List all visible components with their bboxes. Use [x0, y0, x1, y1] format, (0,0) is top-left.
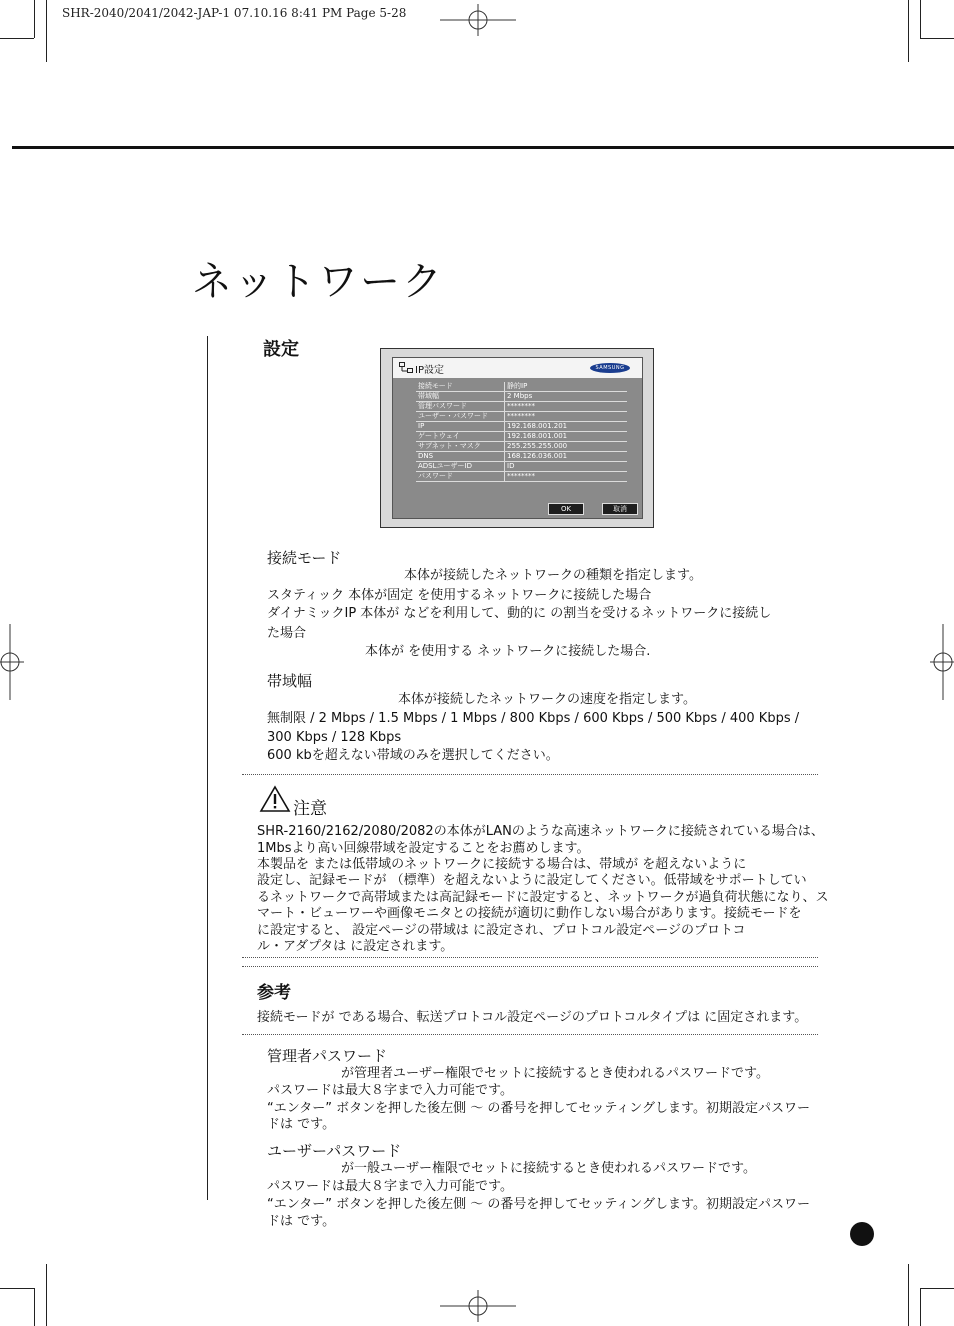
- table-row[interactable]: [416, 442, 627, 452]
- caution-line: 本製品を または低帯域のネットワークに接続する場合は、帯域が を超えないように: [257, 857, 747, 872]
- crop-mark: [0, 1288, 34, 1289]
- row-value: 192.168.001.201: [505, 422, 628, 432]
- caution-line: マート・ビューワーや画像モニタとの接続が適切に動作しない場合があります。接続モードを: [257, 906, 802, 921]
- row-value: 255.255.255.000: [505, 442, 628, 452]
- panel-title: IP設定: [415, 365, 444, 376]
- warning-icon: [259, 785, 291, 813]
- table-row[interactable]: [416, 452, 627, 462]
- user-password-line: ドは です。: [267, 1214, 336, 1229]
- network-icon: [399, 362, 413, 374]
- table-row[interactable]: [416, 422, 627, 432]
- bandwidth-line: 600 kbを超えない帯域のみを選択してください。: [267, 748, 559, 763]
- settings-heading: 設定: [263, 339, 299, 360]
- caution-title: 注意: [293, 799, 327, 819]
- reference-title: 参考: [257, 983, 291, 1003]
- crop-mark: [46, 0, 47, 62]
- row-key: 帯域幅: [416, 392, 505, 402]
- samsung-logo: SAMSUNG: [590, 363, 630, 373]
- crop-mark: [46, 1264, 47, 1326]
- crop-mark: [920, 38, 954, 39]
- dotted-divider: [242, 957, 818, 958]
- caution-line: 1Mbsより高い回線帯域を設定することをお薦めします。: [257, 841, 590, 856]
- row-key: IP: [416, 422, 505, 432]
- caution-line: ル・アダプタは に設定されます。: [257, 939, 454, 954]
- bandwidth-title: 帯域幅: [267, 672, 313, 690]
- row-value: 静的IP: [505, 382, 628, 392]
- print-header: SHR-2040/2041/2042-JAP-1 07.10.16 8:41 PM Page 5-28: [62, 6, 407, 20]
- admin-password-line: ドは です。: [267, 1117, 336, 1132]
- connection-mode-line: スタティック 本体が固定 を使用するネットワークに接続した場合: [267, 588, 652, 603]
- table-row[interactable]: [416, 392, 627, 402]
- connection-mode-line: ダイナミックIP 本体が などを利用して、動的に の割当を受けるネットワークに接続し: [267, 606, 772, 621]
- caution-line: るネットワークで高帯域または高記録モードに設定すると、ネットワークが過負荷状態になり、ス: [257, 890, 829, 905]
- row-value: ********: [505, 472, 628, 482]
- cancel-button[interactable]: 取消: [602, 503, 638, 515]
- crop-mark: [908, 1264, 909, 1326]
- ip-settings-table: [416, 382, 627, 482]
- row-value: 2 Mbps: [505, 392, 628, 402]
- user-password-line: “エンター” ボタンを押した後左側 ～ の番号を押してセッティングします。初期設定パスワー: [267, 1197, 811, 1212]
- crop-mark: [920, 0, 921, 38]
- table-row[interactable]: [416, 462, 627, 472]
- row-key: ゲートウェイ: [416, 432, 505, 442]
- bandwidth-line: 300 Kbps / 128 Kbps: [267, 730, 402, 745]
- bandwidth-line: 無制限 / 2 Mbps / 1.5 Mbps / 1 Mbps / 800 Kbps / 600 Kbps / 500 Kbps / 400 Kbps /: [267, 711, 800, 726]
- user-password-line: が一般ユーザー権限でセットに接続するとき使われるパスワードです。: [341, 1161, 756, 1176]
- reference-text: 接続モードが である場合、転送プロトコル設定ページのプロトコルタイプは に固定されます。: [257, 1010, 808, 1025]
- row-value: 192.168.001.001: [505, 432, 628, 442]
- table-row[interactable]: [416, 432, 627, 442]
- row-key: ユーザー・パスワード: [416, 412, 505, 422]
- ip-settings-panel: [392, 357, 643, 519]
- registration-mark-icon: [440, 1290, 516, 1322]
- left-rule: [207, 336, 208, 1200]
- caution-line: SHR-2160/2162/2080/2082の本体がLANのような高速ネットワークに接続されている場合は、: [257, 824, 824, 839]
- admin-password-line: “エンター” ボタンを押した後左側 ～ の番号を押してセッティングします。初期設定パスワー: [267, 1101, 811, 1116]
- connection-mode-line: 本体が接続したネットワークの種類を指定します。: [404, 568, 702, 583]
- user-password-line: パスワードは最大８字まで入力可能です。: [267, 1179, 513, 1194]
- crop-mark: [920, 1288, 921, 1326]
- page-title: ネットワーク: [192, 259, 444, 305]
- admin-password-line: パスワードは最大８字まで入力可能です。: [267, 1083, 513, 1098]
- crop-mark: [920, 1288, 954, 1289]
- user-password-title: ユーザーパスワード: [267, 1142, 402, 1160]
- dotted-divider: [242, 774, 818, 775]
- dotted-divider: [242, 1034, 818, 1035]
- ok-button[interactable]: OK: [548, 503, 584, 515]
- crop-mark: [34, 1288, 35, 1326]
- crop-mark: [908, 0, 909, 62]
- bandwidth-line: 本体が接続したネットワークの速度を指定します。: [398, 692, 696, 707]
- table-row[interactable]: [416, 382, 627, 392]
- registration-mark-icon: [0, 624, 24, 700]
- connection-mode-line: た場合: [267, 626, 307, 641]
- admin-password-line: が管理者ユーザー権限でセットに接続するとき使われるパスワードです。: [341, 1066, 769, 1081]
- caution-line: 設定し、記録モードが （標準）を超えないように設定してください。低帯域をサポートしてい: [257, 873, 807, 888]
- row-key: DNS: [416, 452, 505, 462]
- registration-mark-icon: [930, 624, 954, 700]
- row-key: パスワード: [416, 472, 505, 482]
- caution-line: に設定すると、 設定ページの帯域は に設定され、プロトコル設定ページのプロトコ: [257, 923, 746, 938]
- row-key: 接続モード: [416, 382, 505, 392]
- crop-mark: [0, 38, 34, 39]
- row-key: 管理パスワード: [416, 402, 505, 412]
- table-row[interactable]: [416, 412, 627, 422]
- row-value: ********: [505, 402, 628, 412]
- row-value: 168.126.036.001: [505, 452, 628, 462]
- row-value: ********: [505, 412, 628, 422]
- dotted-divider: [242, 966, 818, 967]
- table-row[interactable]: [416, 472, 627, 482]
- page-marker-dot: [850, 1222, 874, 1246]
- connection-mode-line: 本体が を使用する ネットワークに接続した場合.: [365, 644, 651, 659]
- row-key: サブネット・マスク: [416, 442, 505, 452]
- admin-password-title: 管理者パスワード: [267, 1047, 388, 1065]
- crop-mark: [34, 0, 35, 38]
- ip-settings-screenshot: [380, 348, 654, 528]
- row-value: ID: [505, 462, 628, 472]
- registration-mark-icon: [440, 4, 516, 36]
- table-row[interactable]: [416, 402, 627, 412]
- top-rule: [12, 146, 954, 149]
- connection-mode-title: 接続モード: [267, 549, 342, 567]
- panel-titlebar: [393, 358, 642, 378]
- row-key: ADSLユーザーID: [416, 462, 505, 472]
